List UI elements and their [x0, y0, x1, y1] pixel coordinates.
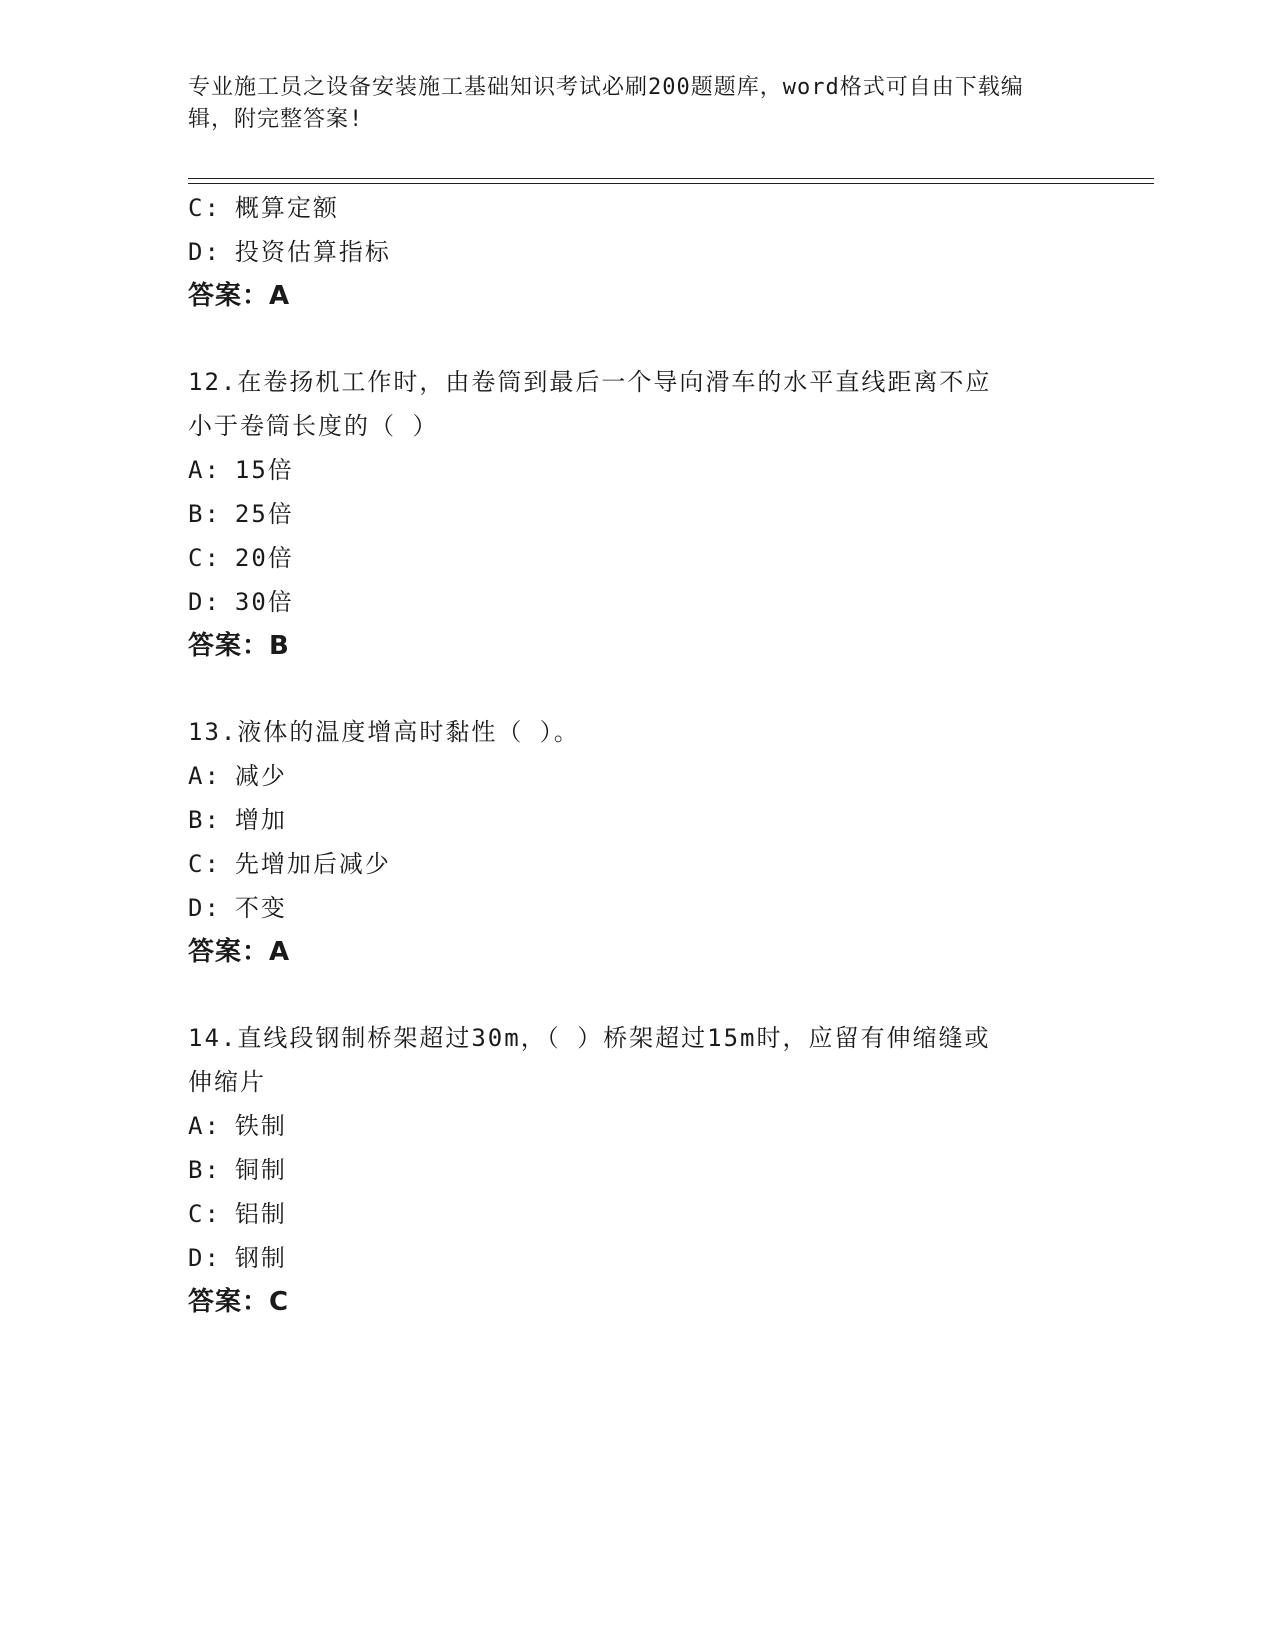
option-line — [188, 1198, 287, 1230]
question-stem: 14.直线段钢制桥架超过30m，（ ）桥架超过15m时，应留有伸缩缝或 — [188, 1024, 991, 1052]
option-line — [188, 760, 287, 792]
option-key: B: — [188, 500, 221, 528]
option-line — [188, 498, 294, 530]
option-key: B: — [188, 806, 221, 834]
question-stem: 12.在卷扬机工作时，由卷筒到最后一个导向滑车的水平直线距离不应 — [188, 368, 992, 396]
answer-line: 答案：B — [188, 631, 290, 661]
option-key: C: — [188, 1200, 221, 1228]
option-key: D: — [188, 588, 221, 616]
option-text: 20倍 — [234, 544, 294, 572]
option-text: 15倍 — [234, 456, 294, 484]
option-key: D: — [188, 894, 221, 922]
option-key: C: — [188, 194, 221, 222]
option-text: 投资估算指标 — [234, 238, 391, 266]
option-text: 不变 — [234, 894, 287, 922]
option-text: 30倍 — [234, 588, 294, 616]
option-line — [188, 1154, 287, 1186]
option-text: 25倍 — [234, 500, 294, 528]
option-text: 减少 — [234, 762, 287, 790]
question-stem: 13.液体的温度增高时黏性（ ）。 — [188, 718, 580, 746]
option-key: A: — [188, 1112, 221, 1140]
option-key: C: — [188, 544, 221, 572]
option-text: 先增加后减少 — [234, 850, 391, 878]
option-text: 钢制 — [234, 1244, 287, 1272]
option-line — [188, 236, 391, 268]
option-line — [188, 542, 294, 574]
option-key: B: — [188, 1156, 221, 1184]
option-text: 铝制 — [234, 1200, 287, 1228]
option-line — [188, 192, 339, 224]
answer-line: 答案：A — [188, 937, 291, 967]
option-line — [188, 892, 287, 924]
option-line — [188, 454, 294, 486]
answer-line: 答案：A — [188, 281, 291, 311]
answer-line: 答案：C — [188, 1287, 290, 1317]
question-stem-continuation: 伸缩片 — [188, 1068, 266, 1096]
option-key: D: — [188, 238, 221, 266]
option-text: 增加 — [234, 806, 287, 834]
option-key: C: — [188, 850, 221, 878]
option-key: A: — [188, 456, 221, 484]
option-line — [188, 1110, 287, 1142]
option-line — [188, 804, 287, 836]
option-line — [188, 1242, 287, 1274]
option-text: 概算定额 — [234, 194, 339, 222]
option-line — [188, 586, 294, 618]
document-header: 专业施工员之设备安装施工基础知识考试必刷200题题库，word格式可自由下载编辑，附完整答案! — [188, 75, 1024, 132]
option-text: 铁制 — [234, 1112, 287, 1140]
option-text: 铜制 — [234, 1156, 287, 1184]
option-key: A: — [188, 762, 221, 790]
option-line — [188, 848, 391, 880]
option-key: D: — [188, 1244, 221, 1272]
header-rule-bottom — [188, 183, 1154, 184]
question-stem-continuation: 小于卷筒长度的（ ） — [188, 412, 439, 440]
header-rule-top — [188, 178, 1154, 179]
